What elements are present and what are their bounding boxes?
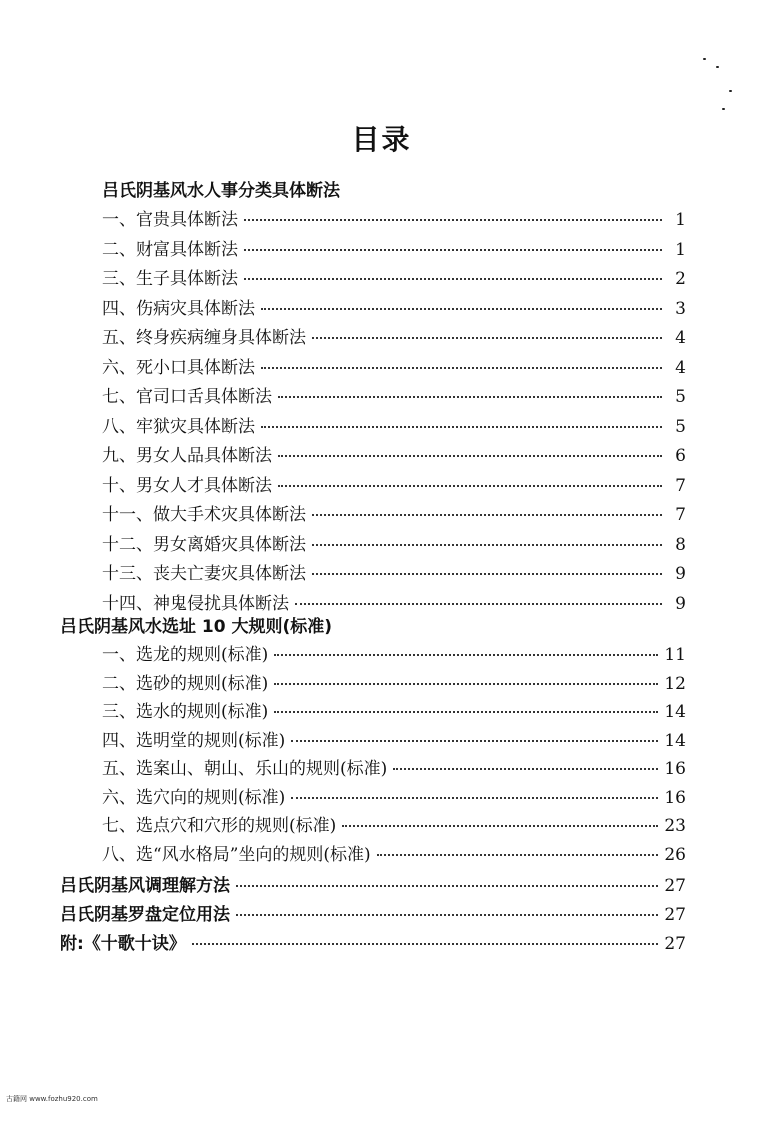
dot-leader (312, 513, 662, 516)
toc-entry-label: 五、选案山、朝山、乐山的规则(标准) (102, 759, 388, 779)
toc-entry-page: 9 (675, 593, 686, 614)
toc-entry-label: 八、选“风水格局”坐向的规则(标准) (102, 844, 371, 865)
dot-leader (377, 853, 659, 856)
dot-leader (274, 682, 658, 685)
dot-leader (244, 277, 662, 280)
toc-entry-page: 7 (675, 505, 686, 525)
scan-speck (729, 90, 732, 92)
toc-entry-page: 9 (675, 564, 686, 584)
toc-entry-label: 一、官贵具体断法 (102, 210, 238, 230)
toc-entry-page: 12 (664, 673, 686, 694)
toc-entry-page: 27 (664, 905, 686, 925)
toc-entry-label: 十四、神鬼侵扰具体断法 (102, 593, 289, 614)
toc-entry-page: 7 (675, 475, 686, 496)
toc-entry-label: 六、选穴向的规则(标准) (102, 787, 286, 808)
toc-entry[interactable] (102, 530, 686, 555)
toc-entry-page: 5 (675, 416, 686, 437)
dot-leader (342, 824, 658, 827)
toc-entry[interactable] (102, 323, 686, 348)
toc-entry[interactable] (102, 697, 686, 722)
toc-entry-label: 十三、丧夫亡妻灾具体断法 (102, 564, 306, 584)
toc-entry-page: 2 (675, 269, 686, 289)
toc-entry-label: 七、选点穴和穴形的规则(标准) (102, 816, 337, 836)
toc-entry[interactable] (102, 412, 686, 437)
toc-entry-page: 11 (664, 645, 686, 665)
toc-entry-label: 二、财富具体断法 (102, 239, 238, 260)
dot-leader (261, 307, 662, 310)
toc-entry-page: 4 (675, 357, 686, 378)
toc-entry-label: 二、选砂的规则(标准) (102, 673, 269, 694)
toc-entry[interactable] (102, 235, 686, 260)
page-title: 目录 (351, 123, 412, 156)
toc-entry[interactable] (102, 559, 686, 584)
toc-entry[interactable] (102, 669, 686, 694)
toc-entry[interactable] (102, 840, 686, 865)
dot-leader (291, 739, 658, 742)
toc-entry-label: 四、选明堂的规则(标准) (102, 730, 286, 751)
dot-leader (192, 942, 659, 945)
dot-leader (278, 484, 662, 487)
toc-entry-label: 八、牢狱灾具体断法 (102, 416, 255, 437)
toc-entry[interactable] (102, 382, 686, 407)
toc-entry-page: 16 (664, 759, 686, 779)
toc-entry-label: 五、终身疾病缠身具体断法 (102, 328, 306, 348)
toc-entry-label: 十二、男女离婚灾具体断法 (102, 534, 306, 555)
toc-entry-label: 十、男女人才具体断法 (102, 475, 272, 496)
toc-entry[interactable] (60, 871, 686, 896)
toc-entry-label: 九、男女人品具体断法 (102, 446, 272, 466)
toc-entry-page: 8 (675, 534, 686, 555)
toc-entry-label: 吕氏阴基罗盘定位用法 (60, 905, 230, 925)
scan-speck (716, 66, 719, 68)
toc-entry[interactable] (102, 783, 686, 808)
toc-entry-page: 27 (664, 934, 686, 954)
toc-entry[interactable] (102, 500, 686, 525)
dot-leader (244, 248, 662, 251)
dot-leader (244, 218, 662, 221)
toc-entry-page: 27 (664, 876, 686, 896)
toc-entry[interactable] (102, 205, 686, 230)
toc-entry-label: 七、官司口舌具体断法 (102, 387, 272, 407)
toc-entry[interactable] (102, 294, 686, 319)
toc-entry[interactable] (102, 811, 686, 836)
toc-entry-page: 6 (675, 446, 686, 466)
toc-entry-label: 三、选水的规则(标准) (102, 702, 269, 722)
toc-entry-page: 1 (675, 210, 686, 230)
toc-entry-label: 一、选龙的规则(标准) (102, 645, 269, 665)
dot-leader (261, 366, 662, 369)
toc-entry[interactable] (102, 353, 686, 378)
scan-speck (722, 108, 725, 110)
dot-leader (278, 395, 662, 398)
toc-entry-page: 4 (675, 328, 686, 348)
dot-leader (291, 796, 658, 799)
toc-entry-label: 吕氏阴基风调理解方法 (60, 876, 230, 896)
toc-entry-page: 14 (664, 702, 686, 722)
toc-entry[interactable] (102, 754, 686, 779)
toc-entry[interactable] (102, 640, 686, 665)
dot-leader (274, 710, 658, 713)
toc-entry[interactable] (102, 589, 686, 614)
toc-entry-label: 六、死小口具体断法 (102, 357, 255, 378)
dot-leader (393, 767, 658, 770)
dot-leader (274, 653, 658, 656)
dot-leader (236, 913, 658, 916)
toc-entry-label: 附:《十歌十诀》 (60, 934, 186, 954)
dot-leader (278, 454, 662, 457)
dot-leader (312, 572, 662, 575)
dot-leader (236, 884, 658, 887)
toc-entry-page: 1 (675, 239, 686, 260)
toc-entry[interactable] (102, 726, 686, 751)
toc-entry-label: 四、伤病灾具体断法 (102, 298, 255, 319)
footer-watermark: 古籍网 www.fozhu920.com (6, 1095, 98, 1103)
section-heading-2: 吕氏阴基风水选址 10 大规则(标准) (60, 617, 333, 637)
toc-entry-label: 十一、做大手术灾具体断法 (102, 505, 306, 525)
dot-leader (312, 336, 662, 339)
toc-entry-page: 5 (675, 387, 686, 407)
toc-entry-label: 三、生子具体断法 (102, 269, 238, 289)
dot-leader (312, 543, 662, 546)
scan-speck (703, 58, 706, 60)
toc-entry-page: 3 (675, 298, 686, 319)
toc-entry[interactable] (60, 900, 686, 925)
section-heading-1: 吕氏阴基风水人事分类具体断法 (102, 181, 340, 201)
toc-entry-page: 16 (664, 787, 686, 808)
toc-entry[interactable] (102, 264, 686, 289)
toc-entry[interactable] (102, 441, 686, 466)
toc-entry-page: 23 (664, 816, 686, 836)
dot-leader (295, 602, 662, 605)
toc-entry-page: 14 (664, 730, 686, 751)
toc-entry-page: 26 (664, 844, 686, 865)
toc-entry[interactable] (60, 929, 686, 954)
dot-leader (261, 425, 662, 428)
toc-entry[interactable] (102, 471, 686, 496)
